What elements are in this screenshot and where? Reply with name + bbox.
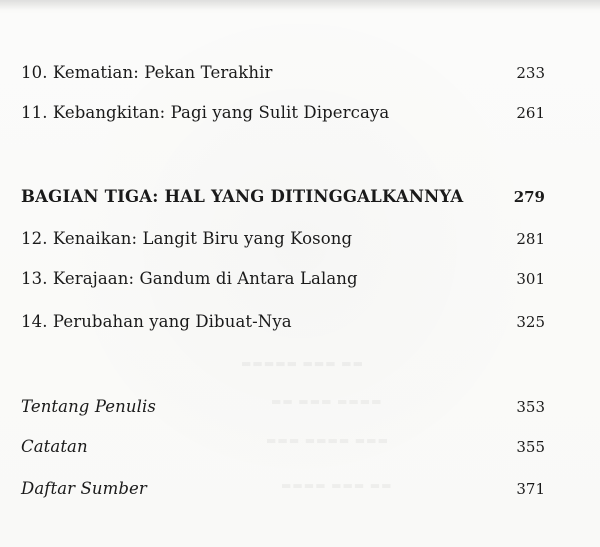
toc-entry-title: 11. Kebangkitan: Pagi yang Sulit Dipercaya: [21, 103, 390, 122]
toc-entry-10: [21, 63, 545, 91]
show-through-line: [240, 357, 363, 370]
toc-back-matter-sources: [21, 479, 545, 507]
part-page: 279: [513, 188, 545, 206]
back-matter-page: 371: [516, 480, 545, 498]
toc-entry-title: 13. Kerajaan: Gandum di Antara Lalang: [21, 269, 358, 288]
back-matter-page: 355: [516, 438, 545, 456]
toc-back-matter-notes: [21, 437, 545, 465]
toc-entry-title: 14. Perubahan yang Dibuat-Nya: [21, 312, 292, 331]
toc-entry-page: 233: [516, 64, 545, 82]
back-matter-title: Daftar Sumber: [21, 479, 147, 498]
toc-entry-11: [21, 103, 545, 131]
toc-entry-page: 281: [516, 230, 545, 248]
toc-entry-page: 325: [516, 313, 545, 331]
toc-entry-title: 10. Kematian: Pekan Terakhir: [21, 63, 273, 82]
toc-entry-12: [21, 229, 545, 257]
back-matter-page: 353: [516, 398, 545, 416]
toc-entry-13: [21, 269, 545, 297]
page-top-shadow: [0, 0, 600, 10]
toc-entry-page: 261: [516, 104, 545, 122]
toc-part-heading: [21, 187, 545, 215]
toc-entry-14: [21, 312, 545, 340]
part-title: BAGIAN TIGA: HAL YANG DITINGGALKANNYA: [21, 187, 464, 206]
toc-entry-page: 301: [516, 270, 545, 288]
back-matter-title: Catatan: [21, 437, 88, 456]
toc-back-matter-author: [21, 397, 545, 425]
back-matter-title: Tentang Penulis: [21, 397, 156, 416]
toc-entry-title: 12. Kenaikan: Langit Biru yang Kosong: [21, 229, 353, 248]
